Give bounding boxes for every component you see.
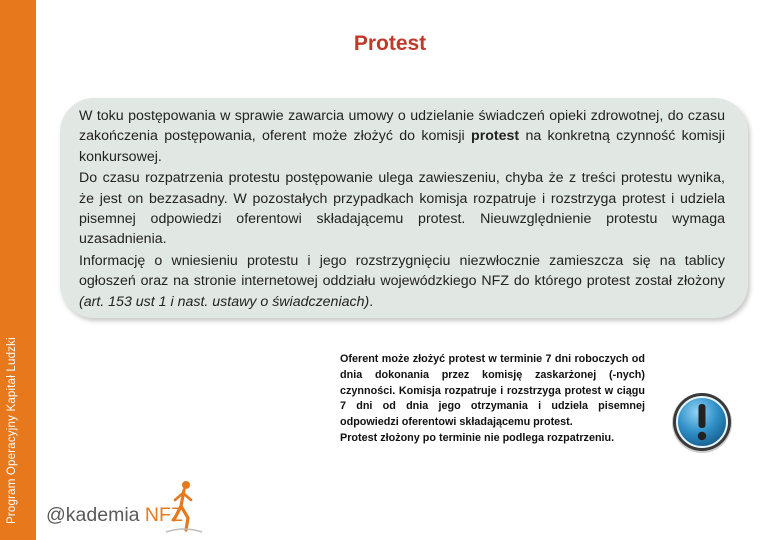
note-paragraph-1: Oferent może złożyć protest w terminie 7 dni roboczych od dnia dokonania przez komisję zaskarżonej (-nych) czynności. Komisja rozpatruje i rozstrzyga protest w ciągu 7 dni od dnia jego otrzymania i udziela pisemnej odpowiedzi oferentowi składającemu protest.	[340, 353, 645, 429]
callout-paragraph-1	[79, 106, 725, 167]
side-banner	[0, 0, 36, 540]
note-paragraph-2: Protest złożony po terminie nie podlega rozpatrzeniu.	[340, 431, 615, 444]
side-banner-text: Program Operacyjny Kapitał Ludzki	[6, 337, 18, 524]
callout-paragraph-2: Do czasu rozpatrzenia protestu postępowanie ulega zawieszeniu, chyba że z treści protestu wynika, że jest on bezzasadny. W pozostałych przypadkach komisja rozpatruje i rozstrzyga protest i udziela pisemnej odpowiedzi oferentowi składającemu protest. Nieuwzględnienie protestu wymaga uzasadnienia.	[79, 170, 725, 248]
akademia-nfz-logo	[44, 478, 212, 534]
callout-p3-citation: (art. 153 ust 1 i nast. ustawy o świadczeniach)	[79, 293, 370, 310]
callout-paragraph-3	[79, 251, 725, 312]
callout-p1-text: W toku postępowania w sprawie zawarcia umowy o udzielanie świadczeń opieki zdrowotnej, do czasu zakończenia postępowania, oferent może złożyć do komisji	[79, 108, 725, 145]
callout-p1-bold: protest	[471, 128, 520, 145]
walking-figure-icon	[162, 478, 206, 534]
callout-text	[79, 106, 725, 312]
slide-title: Protest	[353, 32, 427, 55]
callout-p1-tail: na konkretną czynność komisji konkursowej.	[79, 128, 725, 165]
logo-prefix: @kademia	[46, 504, 145, 526]
logo-brand: NFZ	[144, 504, 183, 526]
exclamation-circle-icon	[670, 390, 734, 454]
callout-p3-text: Informację o wniesieniu protestu i jego rozstrzygnięciu niezwłocznie zamieszcza się na tablicy ogłoszeń oraz na stronie internetowej oddziału wojewódzkiego NFZ do którego protest został złożony	[79, 252, 725, 290]
note-box	[340, 352, 645, 447]
callout-p3-tail: .	[369, 293, 374, 310]
